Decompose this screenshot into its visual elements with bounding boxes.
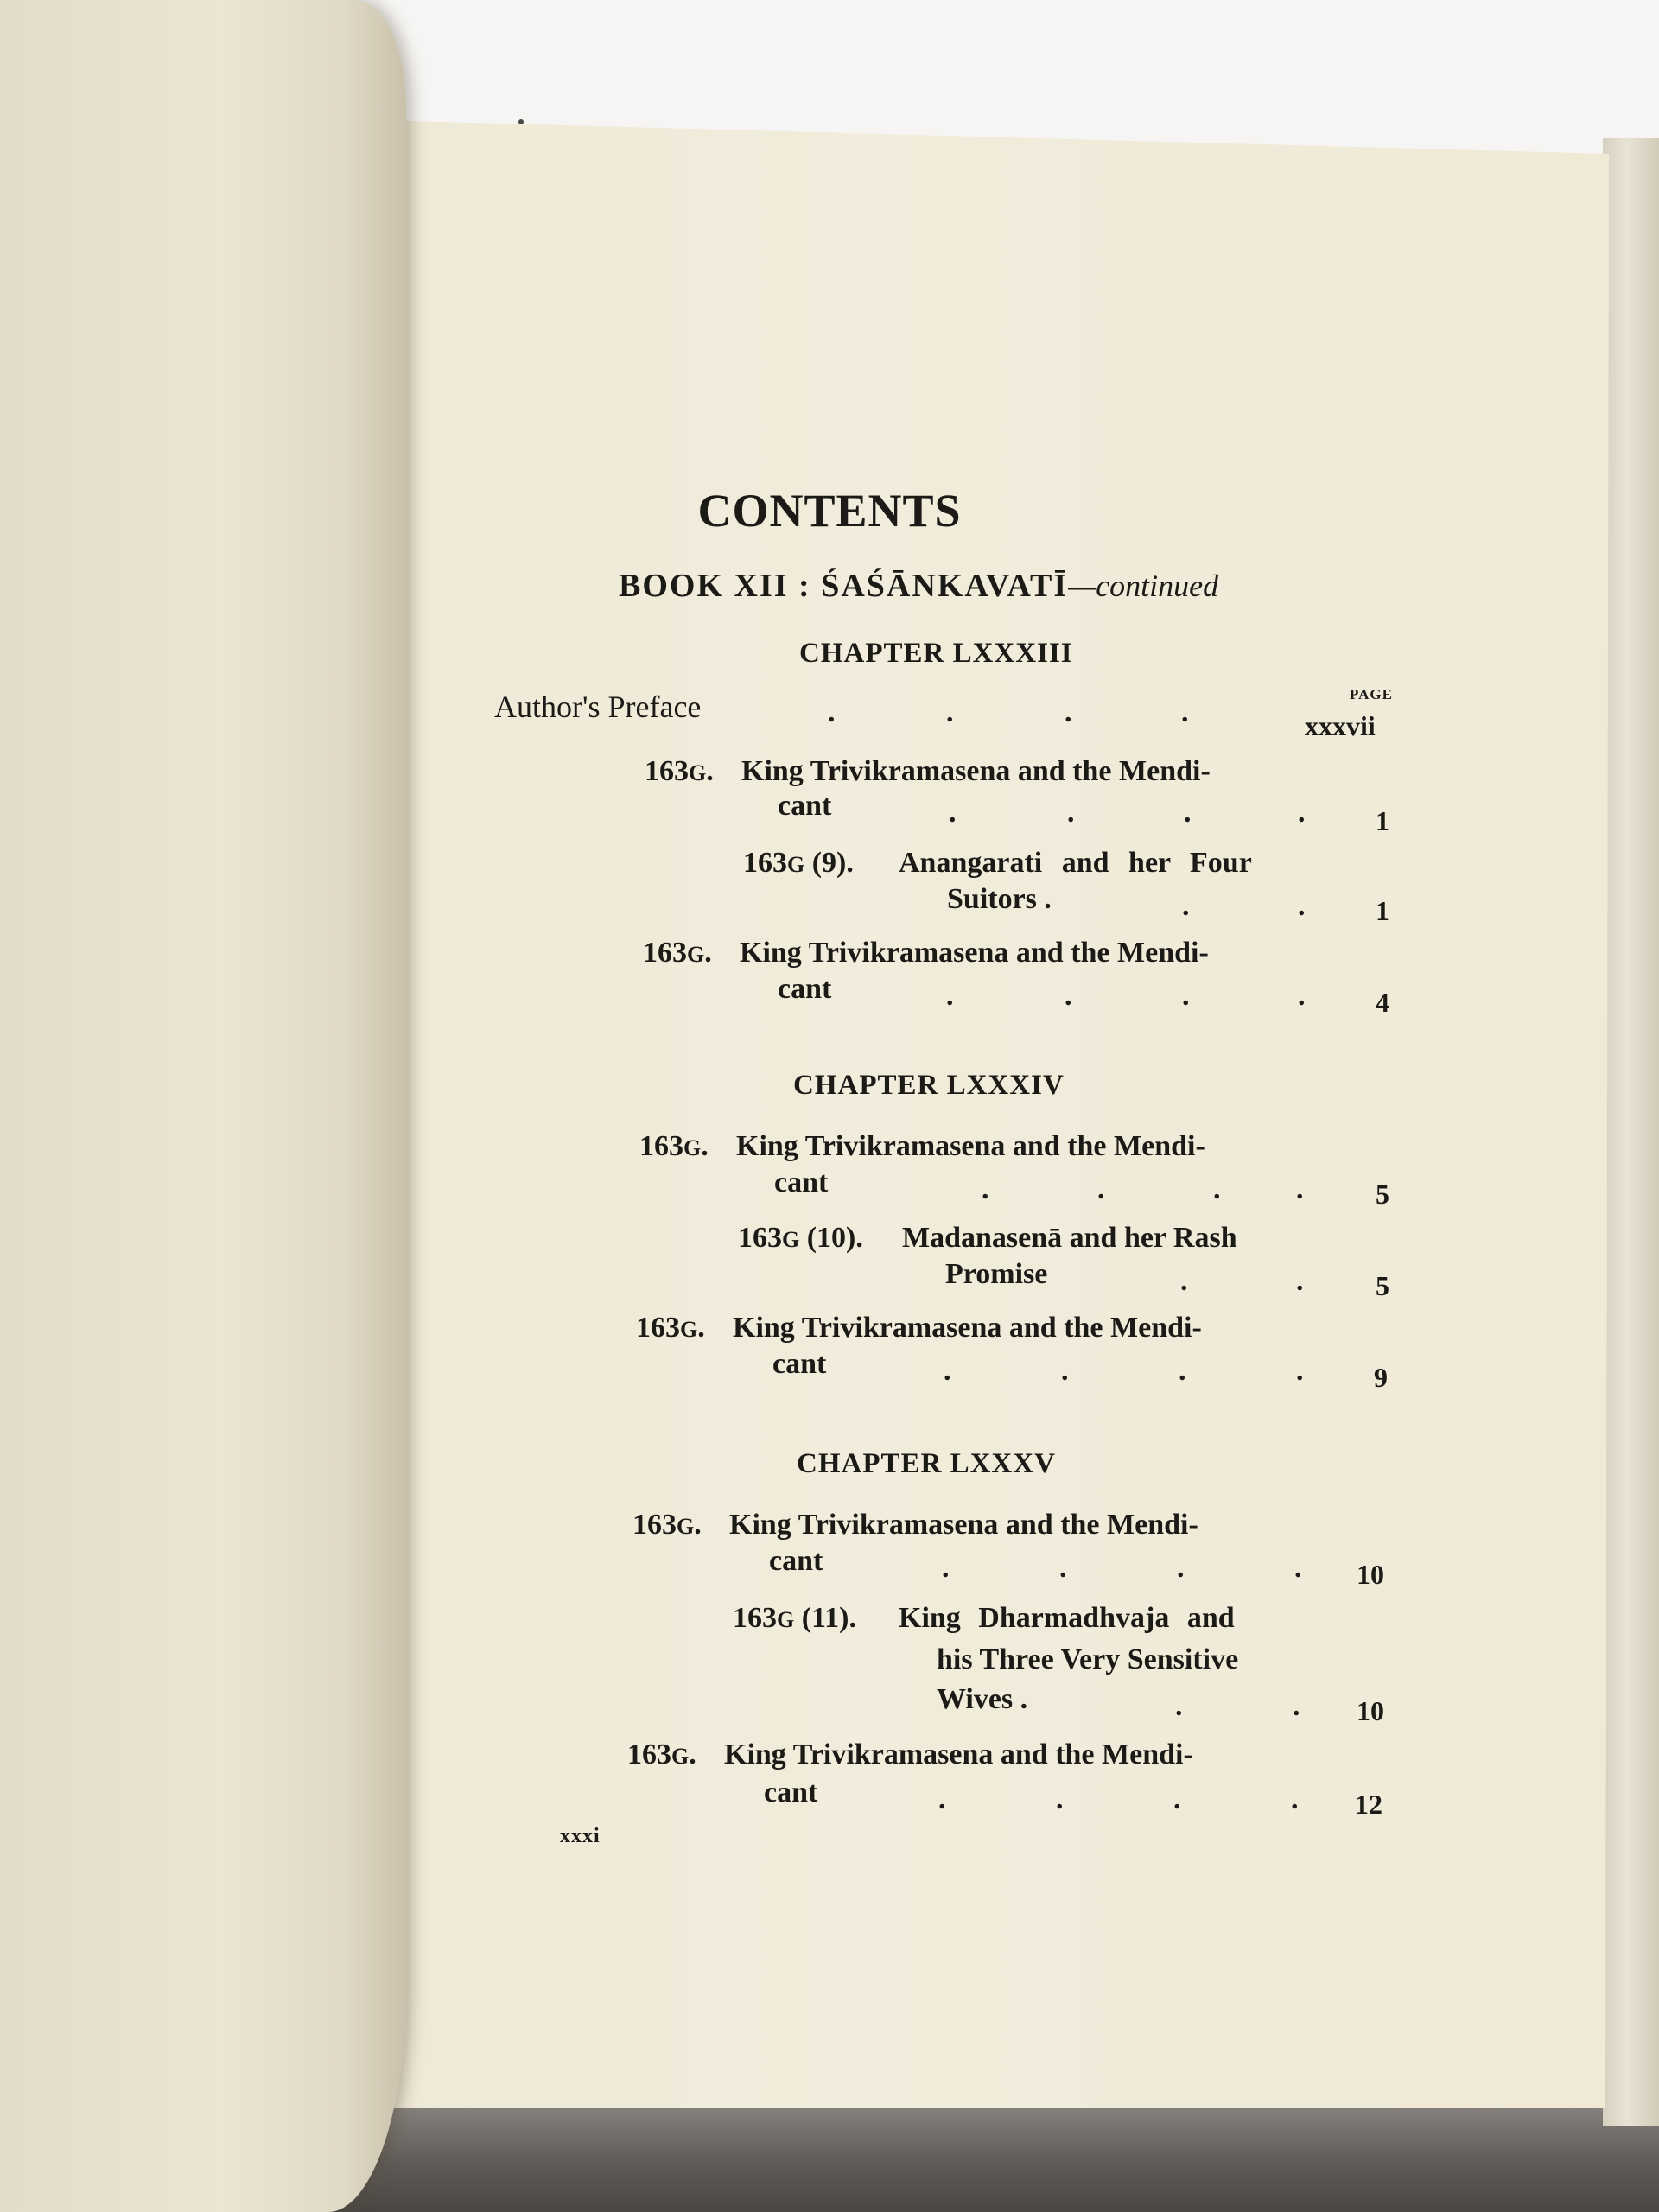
leader-dot: . [828,696,836,728]
leader-dot: . [1065,696,1072,728]
entry-title-cont: his Three Very Sensitive [937,1643,1239,1675]
right-page [346,121,1609,2108]
entry-title: King Trivikramasena and the Mendi- [733,1312,1202,1344]
entry-page: 10 [1357,1559,1384,1590]
entry-number: 163G. [643,937,712,969]
entry-title: King Trivikramasena and the Mendi- [741,755,1211,787]
leader-dot: . [1061,1355,1069,1387]
leader-dot: . [938,1783,946,1815]
chapter-heading: CHAPTER LXXXV [797,1448,1056,1479]
page-column-label: PAGE [1350,686,1393,702]
leader-dot: . [946,980,954,1012]
chapter-heading: CHAPTER LXXXIV [793,1070,1065,1101]
leader-dot: . [982,1173,989,1205]
chapter-heading: CHAPTER LXXXIII [799,638,1073,669]
entry-page: 1 [1376,805,1389,836]
leader-dot: . [1180,1265,1188,1297]
leader-dot: . [1182,890,1190,922]
leader-dot: . [1179,1355,1186,1387]
entry-number: 163G. [639,1130,709,1162]
leader-dot: . [1177,1552,1185,1584]
entry-title-cont: cant [764,1777,818,1808]
entry-title-cont: cant [769,1545,823,1577]
entry-number: 163G. [645,755,714,787]
book-heading [619,567,1218,605]
entry-title-cont: Wives . [937,1683,1028,1715]
book-heading-suffix: —continued [1068,569,1219,603]
leader-dot: . [1296,1355,1304,1387]
leader-dot: . [1181,696,1189,728]
entry-number: 163G (9). [743,847,854,879]
entry-title: King Trivikramasena and the Mendi- [736,1130,1205,1162]
leader-dot: . [1175,1690,1183,1722]
leader-dot: . [1067,797,1075,829]
leader-dot: . [1298,797,1306,829]
preface-label: Author's Preface [494,690,702,724]
entry-title: King Trivikramasena and the Mendi- [729,1509,1198,1541]
entry-title-cont: Suitors . [947,883,1052,915]
entry-page: 12 [1355,1789,1382,1820]
book-cover-shadow [328,2091,1659,2212]
leader-dot: . [1184,797,1192,829]
entry-title: King Trivikramasena and the Mendi- [740,937,1209,969]
leader-dot: . [946,696,954,728]
page-folio: xxxi [560,1825,601,1847]
entry-title-cont: Promise [945,1258,1048,1290]
entry-page: 9 [1374,1362,1388,1393]
leader-dot: . [1056,1783,1064,1815]
leader-dot: . [1298,980,1306,1012]
leader-dot: . [1213,1173,1221,1205]
contents-title: CONTENTS [697,485,962,537]
entry-page: 5 [1376,1270,1389,1301]
entry-number: 163G. [632,1509,702,1541]
entry-number: 163G. [636,1312,705,1344]
entry-number: 163G (10). [738,1222,863,1254]
entry-title-cont: cant [778,973,832,1005]
entry-title: Anangarati and her Four [899,847,1252,879]
leader-dot: . [1291,1783,1299,1815]
entry-title: Madanasenā and her Rash [902,1222,1237,1254]
leader-dot: . [1059,1552,1067,1584]
leader-dot: . [1294,1552,1302,1584]
leader-dot: . [944,1355,951,1387]
page-edges [1603,138,1659,2126]
entry-number: 163G. [627,1738,696,1770]
ink-speck [518,119,524,124]
leader-dot: . [1293,1690,1300,1722]
entry-number: 163G (11). [733,1602,857,1634]
leader-dot: . [1296,1173,1304,1205]
entry-title-cont: cant [774,1166,829,1198]
entry-title: King Dharmadhvaja and [899,1602,1235,1634]
entry-page: 10 [1357,1695,1384,1726]
book-heading-main: BOOK XII : ŚAŚĀNKAVATĪ [619,568,1069,604]
entry-title: King Trivikramasena and the Mendi- [724,1738,1193,1770]
left-page [0,0,406,2212]
entry-page: 5 [1376,1179,1389,1210]
entry-page: 1 [1376,895,1389,926]
leader-dot: . [1182,980,1190,1012]
entry-title-cont: cant [778,790,832,822]
leader-dot: . [1173,1783,1181,1815]
entry-title-cont: cant [772,1348,827,1380]
leader-dot: . [942,1552,950,1584]
leader-dot: . [1065,980,1072,1012]
leader-dot: . [1097,1173,1105,1205]
preface-page: xxxvii [1305,710,1376,741]
leader-dot: . [1296,1265,1304,1297]
leader-dot: . [949,797,957,829]
leader-dot: . [1298,890,1306,922]
entry-page: 4 [1376,987,1389,1018]
